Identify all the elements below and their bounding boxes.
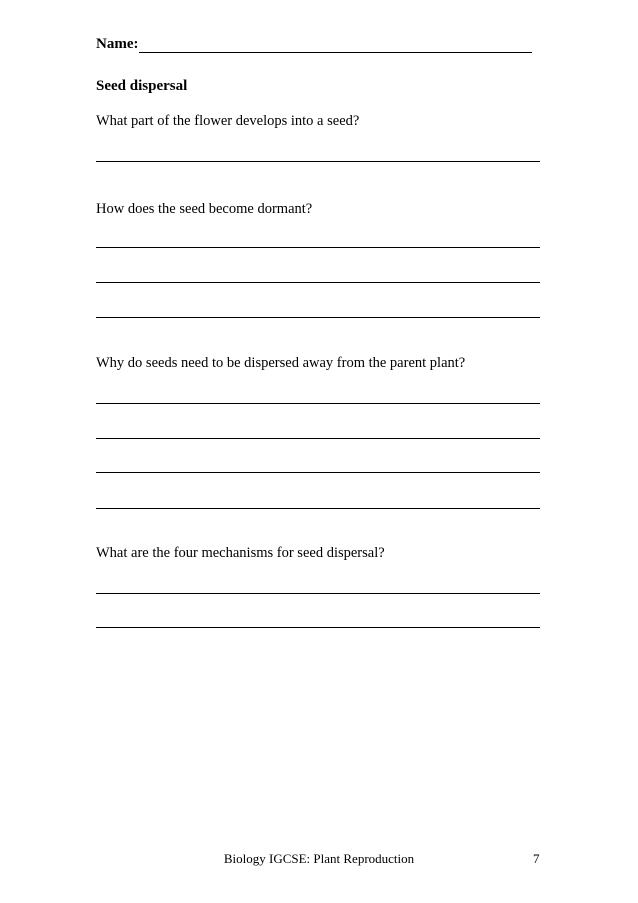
name-blank-line[interactable] — [139, 38, 532, 53]
answer-line-q3-4[interactable] — [96, 508, 540, 509]
answer-line-q3-2[interactable] — [96, 438, 540, 439]
name-field-row — [96, 36, 532, 53]
answer-line-q2-3[interactable] — [96, 317, 540, 318]
answer-line-q2-1[interactable] — [96, 247, 540, 248]
answer-line-q1-1[interactable] — [96, 161, 540, 162]
question-1: What part of the flower develops into a seed? — [96, 113, 360, 129]
question-4: What are the four mechanisms for seed dispersal? — [96, 545, 385, 561]
answer-line-q3-3[interactable] — [96, 472, 540, 473]
question-3: Why do seeds need to be dispersed away from the parent plant? — [96, 355, 466, 371]
name-label: Name: — [96, 36, 139, 52]
footer-course-title: Biology IGCSE: Plant Reproduction — [223, 851, 415, 866]
section-title: Seed dispersal — [96, 78, 188, 94]
page-number: 7 — [533, 851, 540, 866]
question-2: How does the seed become dormant? — [96, 201, 313, 217]
answer-line-q4-1[interactable] — [96, 593, 540, 594]
answer-line-q4-2[interactable] — [96, 627, 540, 628]
answer-line-q2-2[interactable] — [96, 282, 540, 283]
answer-line-q3-1[interactable] — [96, 403, 540, 404]
